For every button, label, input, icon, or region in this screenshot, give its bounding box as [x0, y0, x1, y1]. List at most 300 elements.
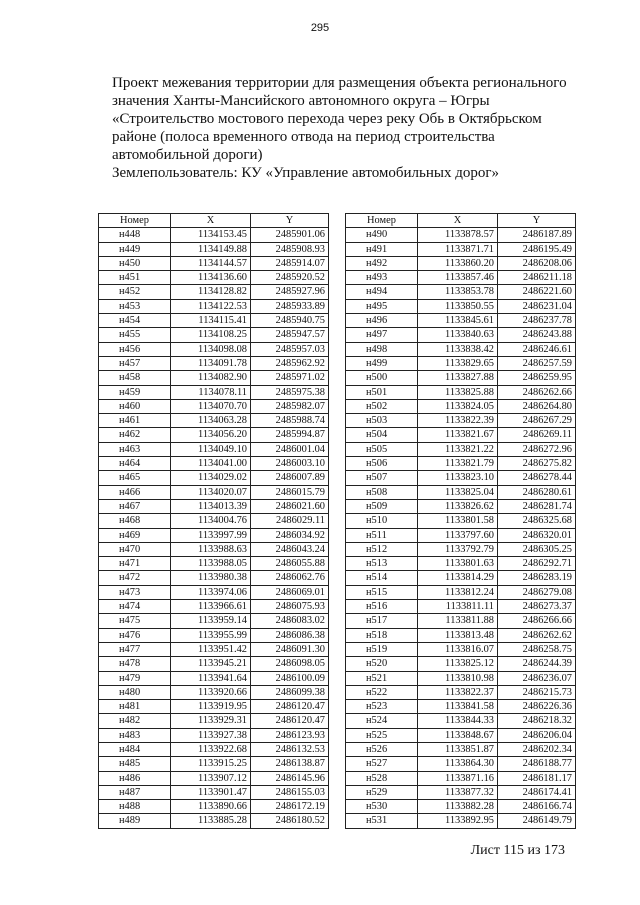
- y-coordinate-cell: 2486211.18: [498, 271, 576, 285]
- x-coordinate-cell: 1133860.20: [418, 256, 498, 270]
- x-coordinate-cell: 1133892.95: [418, 814, 498, 828]
- table-row: [99, 414, 329, 428]
- table-row: [346, 714, 576, 728]
- point-number-cell: н463: [99, 442, 171, 456]
- x-coordinate-cell: 1133941.64: [171, 671, 251, 685]
- y-coordinate-cell: 2486172.19: [251, 800, 329, 814]
- table-row: [99, 314, 329, 328]
- title-line: «Строительство мостового перехода через реку Обь в Октябрьском: [112, 111, 542, 127]
- x-coordinate-cell: 1133871.71: [418, 242, 498, 256]
- point-number-cell: н450: [99, 256, 171, 270]
- table-row: [99, 671, 329, 685]
- point-number-cell: н499: [346, 356, 418, 370]
- table-row: [346, 485, 576, 499]
- x-coordinate-cell: 1134082.90: [171, 371, 251, 385]
- y-coordinate-cell: 2486086.38: [251, 628, 329, 642]
- point-number-cell: н489: [99, 814, 171, 828]
- x-coordinate-cell: 1134098.08: [171, 342, 251, 356]
- x-coordinate-cell: 1133822.37: [418, 685, 498, 699]
- x-coordinate-cell: 1133838.42: [418, 342, 498, 356]
- y-coordinate-cell: 2486120.47: [251, 700, 329, 714]
- y-coordinate-cell: 2486280.61: [498, 485, 576, 499]
- point-number-cell: н528: [346, 771, 418, 785]
- point-number-cell: н516: [346, 600, 418, 614]
- point-number-cell: н476: [99, 628, 171, 642]
- y-coordinate-cell: 2486098.05: [251, 657, 329, 671]
- x-coordinate-cell: 1133988.05: [171, 557, 251, 571]
- point-number-cell: н519: [346, 642, 418, 656]
- x-coordinate-cell: 1133848.67: [418, 728, 498, 742]
- table-row: [99, 814, 329, 828]
- table-row: [346, 600, 576, 614]
- point-number-cell: н502: [346, 399, 418, 413]
- y-coordinate-cell: 2486262.62: [498, 628, 576, 642]
- x-coordinate-cell: 1133825.04: [418, 485, 498, 499]
- table-row: [346, 757, 576, 771]
- y-coordinate-cell: 2486123.93: [251, 728, 329, 742]
- point-number-cell: н484: [99, 742, 171, 756]
- point-number-cell: н485: [99, 757, 171, 771]
- table-row: [99, 800, 329, 814]
- sheet-number-label: Лист 115 из 173: [470, 843, 565, 858]
- x-coordinate-cell: 1133814.29: [418, 571, 498, 585]
- point-number-cell: н525: [346, 728, 418, 742]
- point-number-cell: н496: [346, 314, 418, 328]
- table-row: [99, 600, 329, 614]
- table-row: [99, 700, 329, 714]
- x-coordinate-cell: 1133829.65: [418, 356, 498, 370]
- table-row: [346, 271, 576, 285]
- point-number-cell: н452: [99, 285, 171, 299]
- y-coordinate-cell: 2486187.89: [498, 228, 576, 242]
- y-coordinate-cell: 2486100.09: [251, 671, 329, 685]
- title-line: значения Ханты-Мансийского автономного округа – Югры: [112, 93, 490, 109]
- point-number-cell: н457: [99, 356, 171, 370]
- y-coordinate-cell: 2486283.19: [498, 571, 576, 585]
- table-row: [346, 642, 576, 656]
- table-row: [99, 242, 329, 256]
- point-number-cell: н469: [99, 528, 171, 542]
- table-row: [99, 657, 329, 671]
- y-coordinate-cell: 2485901.06: [251, 228, 329, 242]
- y-coordinate-cell: 2486062.76: [251, 571, 329, 585]
- point-number-cell: н465: [99, 471, 171, 485]
- point-number-cell: н511: [346, 528, 418, 542]
- table-row: [99, 256, 329, 270]
- y-coordinate-cell: 2486206.04: [498, 728, 576, 742]
- point-number-cell: н481: [99, 700, 171, 714]
- x-coordinate-cell: 1133980.38: [171, 571, 251, 585]
- table-row: [346, 299, 576, 313]
- y-coordinate-cell: 2485947.57: [251, 328, 329, 342]
- y-coordinate-cell: 2486202.34: [498, 742, 576, 756]
- x-coordinate-cell: 1133920.66: [171, 685, 251, 699]
- table-row: [346, 728, 576, 742]
- y-coordinate-cell: 2485933.89: [251, 299, 329, 313]
- header-y: Y: [498, 214, 576, 228]
- x-coordinate-cell: 1133871.16: [418, 771, 498, 785]
- point-number-cell: н490: [346, 228, 418, 242]
- x-coordinate-cell: 1133864.30: [418, 757, 498, 771]
- x-coordinate-cell: 1133851.87: [418, 742, 498, 756]
- x-coordinate-cell: 1134041.00: [171, 457, 251, 471]
- point-number-cell: н474: [99, 600, 171, 614]
- point-number-cell: н464: [99, 457, 171, 471]
- y-coordinate-cell: 2486145.96: [251, 771, 329, 785]
- table-row: [346, 571, 576, 585]
- y-coordinate-cell: 2485971.02: [251, 371, 329, 385]
- x-coordinate-cell: 1133882.28: [418, 800, 498, 814]
- x-coordinate-cell: 1133966.61: [171, 600, 251, 614]
- point-number-cell: н506: [346, 457, 418, 471]
- x-coordinate-cell: 1134115.41: [171, 314, 251, 328]
- table-row: [346, 471, 576, 485]
- point-number-cell: н482: [99, 714, 171, 728]
- y-coordinate-cell: 2486029.11: [251, 514, 329, 528]
- y-coordinate-cell: 2485957.03: [251, 342, 329, 356]
- table-row: [99, 228, 329, 242]
- x-coordinate-cell: 1134091.78: [171, 356, 251, 370]
- x-coordinate-cell: 1133811.88: [418, 614, 498, 628]
- x-coordinate-cell: 1133885.28: [171, 814, 251, 828]
- x-coordinate-cell: 1133813.48: [418, 628, 498, 642]
- point-number-cell: н507: [346, 471, 418, 485]
- x-coordinate-cell: 1133915.25: [171, 757, 251, 771]
- title-line: районе (полоса временного отвода на период строительства: [112, 129, 495, 145]
- y-coordinate-cell: 2486246.61: [498, 342, 576, 356]
- y-coordinate-cell: 2486180.52: [251, 814, 329, 828]
- point-number-cell: н495: [346, 299, 418, 313]
- point-number-cell: н509: [346, 499, 418, 513]
- table-row: [99, 614, 329, 628]
- x-coordinate-cell: 1133974.06: [171, 585, 251, 599]
- table-row: [346, 671, 576, 685]
- y-coordinate-cell: 2486305.25: [498, 542, 576, 556]
- y-coordinate-cell: 2486273.37: [498, 600, 576, 614]
- x-coordinate-cell: 1133822.39: [418, 414, 498, 428]
- table-row: [346, 399, 576, 413]
- table-row: [346, 242, 576, 256]
- point-number-cell: н459: [99, 385, 171, 399]
- table-row: [99, 514, 329, 528]
- y-coordinate-cell: 2486120.47: [251, 714, 329, 728]
- table-row: [346, 628, 576, 642]
- point-number-cell: н523: [346, 700, 418, 714]
- point-number-cell: н467: [99, 499, 171, 513]
- header-number: Номер: [99, 214, 171, 228]
- x-coordinate-cell: 1133826.62: [418, 499, 498, 513]
- y-coordinate-cell: 2486243.88: [498, 328, 576, 342]
- x-coordinate-cell: 1133878.57: [418, 228, 498, 242]
- table-row: [99, 457, 329, 471]
- y-coordinate-cell: 2486055.88: [251, 557, 329, 571]
- point-number-cell: н510: [346, 514, 418, 528]
- point-number-cell: н479: [99, 671, 171, 685]
- coordinates-table-right: [345, 213, 576, 829]
- point-number-cell: н527: [346, 757, 418, 771]
- header-number: Номер: [346, 214, 418, 228]
- y-coordinate-cell: 2485908.93: [251, 242, 329, 256]
- point-number-cell: н468: [99, 514, 171, 528]
- point-number-cell: н494: [346, 285, 418, 299]
- point-number-cell: н517: [346, 614, 418, 628]
- table-row: [99, 299, 329, 313]
- point-number-cell: н521: [346, 671, 418, 685]
- land-user-line: Землепользователь: КУ «Управление автомобильных дорог»: [112, 165, 500, 181]
- table-row: [99, 585, 329, 599]
- x-coordinate-cell: 1133877.32: [418, 785, 498, 799]
- y-coordinate-cell: 2486292.71: [498, 557, 576, 571]
- point-number-cell: н524: [346, 714, 418, 728]
- point-number-cell: н456: [99, 342, 171, 356]
- table-row: [346, 585, 576, 599]
- table-row: [346, 356, 576, 370]
- y-coordinate-cell: 2486272.96: [498, 442, 576, 456]
- table-row: [346, 542, 576, 556]
- x-coordinate-cell: 1133997.99: [171, 528, 251, 542]
- table-row: [346, 285, 576, 299]
- y-coordinate-cell: 2486262.66: [498, 385, 576, 399]
- point-number-cell: н483: [99, 728, 171, 742]
- y-coordinate-cell: 2486043.24: [251, 542, 329, 556]
- x-coordinate-cell: 1134108.25: [171, 328, 251, 342]
- table-row: [346, 685, 576, 699]
- y-coordinate-cell: 2486034.92: [251, 528, 329, 542]
- point-number-cell: н498: [346, 342, 418, 356]
- x-coordinate-cell: 1133844.33: [418, 714, 498, 728]
- table-row: [346, 342, 576, 356]
- y-coordinate-cell: 2486155.03: [251, 785, 329, 799]
- point-number-cell: н515: [346, 585, 418, 599]
- table-row: [346, 557, 576, 571]
- title-line: Проект межевания территории для размещения объекта регионального: [112, 75, 567, 91]
- y-coordinate-cell: 2486275.82: [498, 457, 576, 471]
- table-row: [346, 514, 576, 528]
- y-coordinate-cell: 2486003.10: [251, 457, 329, 471]
- table-row: [346, 700, 576, 714]
- y-coordinate-cell: 2485988.74: [251, 414, 329, 428]
- table-row: [346, 614, 576, 628]
- table-row: [346, 800, 576, 814]
- point-number-cell: н466: [99, 485, 171, 499]
- x-coordinate-cell: 1133811.11: [418, 600, 498, 614]
- table-row: [346, 371, 576, 385]
- table-row: [99, 728, 329, 742]
- table-row: [99, 685, 329, 699]
- point-number-cell: н518: [346, 628, 418, 642]
- point-number-cell: н503: [346, 414, 418, 428]
- x-coordinate-cell: 1134049.10: [171, 442, 251, 456]
- table-row: [99, 485, 329, 499]
- table-row: [346, 457, 576, 471]
- y-coordinate-cell: 2486132.53: [251, 742, 329, 756]
- y-coordinate-cell: 2486244.39: [498, 657, 576, 671]
- y-coordinate-cell: 2485962.92: [251, 356, 329, 370]
- point-number-cell: н501: [346, 385, 418, 399]
- y-coordinate-cell: 2486264.80: [498, 399, 576, 413]
- x-coordinate-cell: 1133922.68: [171, 742, 251, 756]
- x-coordinate-cell: 1133988.63: [171, 542, 251, 556]
- y-coordinate-cell: 2486195.49: [498, 242, 576, 256]
- x-coordinate-cell: 1134149.88: [171, 242, 251, 256]
- table-row: [99, 785, 329, 799]
- x-coordinate-cell: 1133821.79: [418, 457, 498, 471]
- point-number-cell: н473: [99, 585, 171, 599]
- y-coordinate-cell: 2486075.93: [251, 600, 329, 614]
- y-coordinate-cell: 2486099.38: [251, 685, 329, 699]
- x-coordinate-cell: 1134122.53: [171, 299, 251, 313]
- coordinates-table-left: [98, 213, 329, 829]
- table-row: [346, 814, 576, 828]
- table-row: [346, 742, 576, 756]
- x-coordinate-cell: 1133792.79: [418, 542, 498, 556]
- point-number-cell: н486: [99, 771, 171, 785]
- point-number-cell: н448: [99, 228, 171, 242]
- point-number-cell: н462: [99, 428, 171, 442]
- table-row: [99, 285, 329, 299]
- table-row: [99, 628, 329, 642]
- page-number: 295: [310, 22, 330, 34]
- point-number-cell: н529: [346, 785, 418, 799]
- x-coordinate-cell: 1133823.10: [418, 471, 498, 485]
- y-coordinate-cell: 2485994.87: [251, 428, 329, 442]
- point-number-cell: н491: [346, 242, 418, 256]
- x-coordinate-cell: 1134020.07: [171, 485, 251, 499]
- point-number-cell: н530: [346, 800, 418, 814]
- y-coordinate-cell: 2486266.66: [498, 614, 576, 628]
- y-coordinate-cell: 2486259.95: [498, 371, 576, 385]
- y-coordinate-cell: 2486281.74: [498, 499, 576, 513]
- point-number-cell: н461: [99, 414, 171, 428]
- y-coordinate-cell: 2486221.60: [498, 285, 576, 299]
- point-number-cell: н514: [346, 571, 418, 585]
- table-row: [99, 742, 329, 756]
- x-coordinate-cell: 1134070.70: [171, 399, 251, 413]
- point-number-cell: н478: [99, 657, 171, 671]
- point-number-cell: н477: [99, 642, 171, 656]
- table-row: [99, 499, 329, 513]
- x-coordinate-cell: 1134013.39: [171, 499, 251, 513]
- point-number-cell: н480: [99, 685, 171, 699]
- y-coordinate-cell: 2485914.07: [251, 256, 329, 270]
- point-number-cell: н526: [346, 742, 418, 756]
- y-coordinate-cell: 2486231.04: [498, 299, 576, 313]
- table-row: [346, 314, 576, 328]
- x-coordinate-cell: 1134063.28: [171, 414, 251, 428]
- x-coordinate-cell: 1133850.55: [418, 299, 498, 313]
- y-coordinate-cell: 2486269.11: [498, 428, 576, 442]
- x-coordinate-cell: 1133825.12: [418, 657, 498, 671]
- y-coordinate-cell: 2486226.36: [498, 700, 576, 714]
- y-coordinate-cell: 2486188.77: [498, 757, 576, 771]
- table-row: [346, 328, 576, 342]
- table-row: [99, 271, 329, 285]
- y-coordinate-cell: 2486007.89: [251, 471, 329, 485]
- table-row: [99, 757, 329, 771]
- y-coordinate-cell: 2485975.38: [251, 385, 329, 399]
- table-row: [99, 557, 329, 571]
- table-row: [99, 642, 329, 656]
- table-row: [346, 771, 576, 785]
- x-coordinate-cell: 1133901.47: [171, 785, 251, 799]
- x-coordinate-cell: 1134144.57: [171, 256, 251, 270]
- table-row: [99, 385, 329, 399]
- x-coordinate-cell: 1133927.38: [171, 728, 251, 742]
- x-coordinate-cell: 1133951.42: [171, 642, 251, 656]
- x-coordinate-cell: 1134056.20: [171, 428, 251, 442]
- point-number-cell: н471: [99, 557, 171, 571]
- point-number-cell: н453: [99, 299, 171, 313]
- point-number-cell: н497: [346, 328, 418, 342]
- table-row: [99, 371, 329, 385]
- table-row: [99, 428, 329, 442]
- y-coordinate-cell: 2485940.75: [251, 314, 329, 328]
- y-coordinate-cell: 2486208.06: [498, 256, 576, 270]
- y-coordinate-cell: 2486236.07: [498, 671, 576, 685]
- point-number-cell: н520: [346, 657, 418, 671]
- table-row: [346, 499, 576, 513]
- y-coordinate-cell: 2486174.41: [498, 785, 576, 799]
- table-row: [346, 414, 576, 428]
- table-row: [99, 528, 329, 542]
- point-number-cell: н492: [346, 256, 418, 270]
- table-row: [99, 356, 329, 370]
- x-coordinate-cell: 1133929.31: [171, 714, 251, 728]
- table-row: [99, 399, 329, 413]
- y-coordinate-cell: 2486015.79: [251, 485, 329, 499]
- table-header-row: [346, 214, 576, 228]
- point-number-cell: н475: [99, 614, 171, 628]
- table-row: [99, 328, 329, 342]
- x-coordinate-cell: 1133959.14: [171, 614, 251, 628]
- x-coordinate-cell: 1133841.58: [418, 700, 498, 714]
- table-row: [99, 771, 329, 785]
- x-coordinate-cell: 1134128.82: [171, 285, 251, 299]
- header-x: X: [171, 214, 251, 228]
- point-number-cell: н512: [346, 542, 418, 556]
- y-coordinate-cell: 2486083.02: [251, 614, 329, 628]
- y-coordinate-cell: 2486091.30: [251, 642, 329, 656]
- x-coordinate-cell: 1133801.58: [418, 514, 498, 528]
- header-y: Y: [251, 214, 329, 228]
- x-coordinate-cell: 1134078.11: [171, 385, 251, 399]
- point-number-cell: н488: [99, 800, 171, 814]
- x-coordinate-cell: 1133853.78: [418, 285, 498, 299]
- table-row: [346, 228, 576, 242]
- title-line: автомобильной дороги): [112, 147, 263, 163]
- y-coordinate-cell: 2486320.01: [498, 528, 576, 542]
- y-coordinate-cell: 2486001.04: [251, 442, 329, 456]
- x-coordinate-cell: 1133945.21: [171, 657, 251, 671]
- point-number-cell: н449: [99, 242, 171, 256]
- x-coordinate-cell: 1133919.95: [171, 700, 251, 714]
- table-row: [99, 571, 329, 585]
- x-coordinate-cell: 1133825.88: [418, 385, 498, 399]
- y-coordinate-cell: 2485920.52: [251, 271, 329, 285]
- point-number-cell: н531: [346, 814, 418, 828]
- table-row: [346, 385, 576, 399]
- y-coordinate-cell: 2486138.87: [251, 757, 329, 771]
- y-coordinate-cell: 2486218.32: [498, 714, 576, 728]
- document-title: [112, 74, 582, 182]
- point-number-cell: н472: [99, 571, 171, 585]
- table-row: [99, 471, 329, 485]
- point-number-cell: н508: [346, 485, 418, 499]
- y-coordinate-cell: 2485982.07: [251, 399, 329, 413]
- x-coordinate-cell: 1133810.98: [418, 671, 498, 685]
- point-number-cell: н458: [99, 371, 171, 385]
- y-coordinate-cell: 2485927.96: [251, 285, 329, 299]
